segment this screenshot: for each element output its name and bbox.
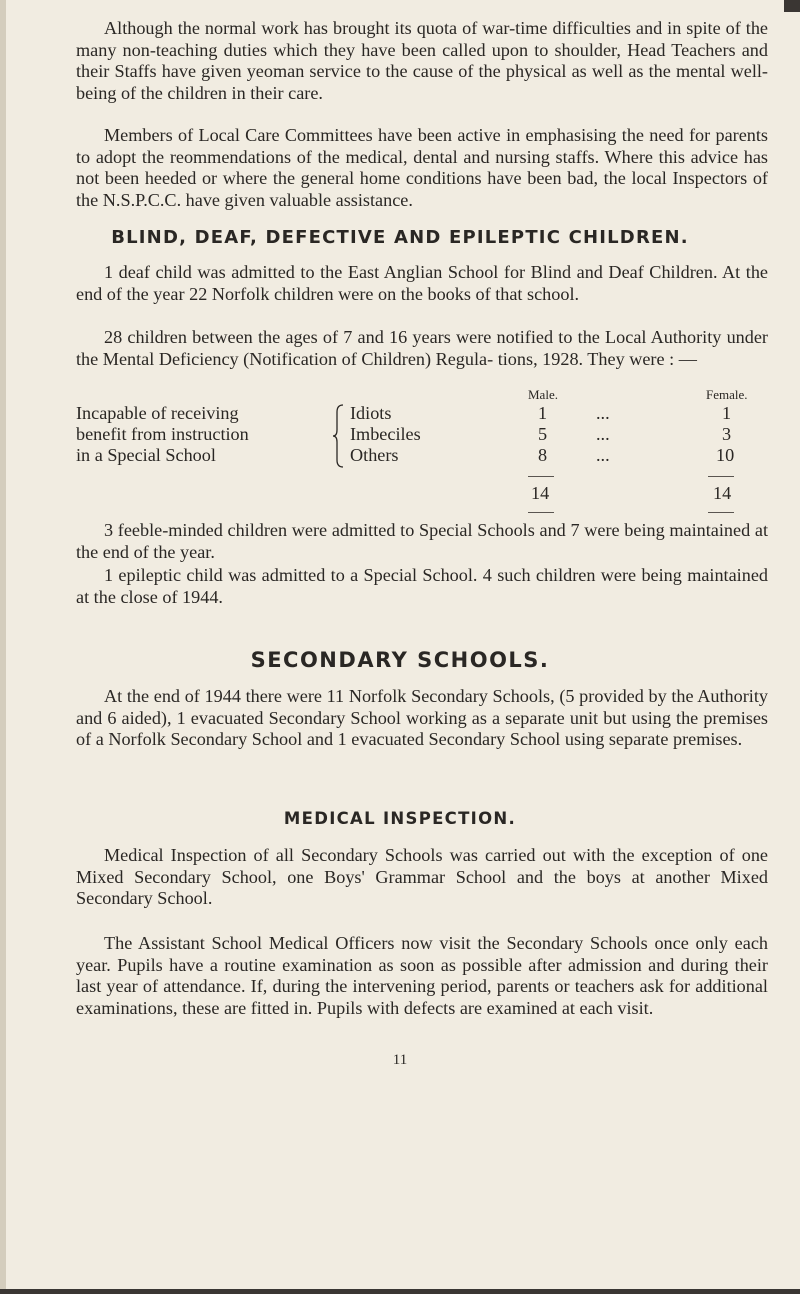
- intro-paragraph-2: Members of Local Care Committees have been active in emphasising the need for parents to adopt the reommendations of the medical, dental and nursing staffs. Where this advice has not been heeded or where the general home conditions have been bad, the local Inspectors of the N.S.P.C.C. have given valuable assistance.: [76, 125, 768, 210]
- bottom-rule-female: [708, 512, 734, 513]
- bottom-rule-male: [528, 512, 554, 513]
- blind-paragraph-2: 28 children between the ages of 7 and 16 years were notified to the Local Authority under the Mental Deficiency (Notification of Children) Regula- tions, 1928. They were : —: [76, 327, 768, 369]
- table-label-line-2: benefit from instruction: [76, 424, 249, 444]
- corner-mark: [784, 0, 800, 12]
- page-number: 11: [392, 1052, 408, 1068]
- table-label-line-3: in a Special School: [76, 445, 216, 465]
- male-header: Male.: [528, 387, 558, 402]
- table-row-dots: ...: [596, 403, 610, 423]
- page-bottom-edge: [0, 1289, 800, 1294]
- table-row-category: Others: [350, 445, 399, 465]
- total-female: 14: [713, 483, 732, 503]
- secondary-paragraph-1: At the end of 1944 there were 11 Norfolk Secondary Schools, (5 provided by the Authority and 6 aided), 1 evacuated Secondary School working as a separate unit but using the premises of a Norfolk Secondary School and 1 evacuated Secondary School using separate premises.: [76, 686, 768, 749]
- table-brace: [332, 404, 344, 468]
- secondary-heading: SECONDARY SCHOOLS.: [250, 648, 550, 672]
- table-row-male: 1: [538, 403, 548, 423]
- table-row-dots: ...: [596, 424, 610, 444]
- total-rule-female: [708, 476, 734, 477]
- blind-paragraph-3: 3 feeble-minded children were admitted to Special Schools and 7 were being maintained at the end of the year.: [76, 520, 768, 562]
- medical-paragraph-2: The Assistant School Medical Officers now visit the Secondary Schools once only each year. Pupils have a routine examination as soon as possible after admission and during their last year of attendance. If, during the intervening period, parents or teachers ask for additional examinations, these are fitted in. Pupils with defects are examined at each visit.: [76, 933, 768, 1018]
- table-row-male: 8: [538, 445, 548, 465]
- female-header: Female.: [706, 387, 748, 402]
- intro-paragraph-1: Although the normal work has brought its quota of war-time difficulties and in spite of the many non-teaching duties which they have been called upon to shoulder, Head Teachers and their Staffs have given yeoman service to the cause of the physical as well as the mental well-being of the children in their care.: [76, 18, 768, 103]
- table-row-female: 3: [722, 424, 732, 444]
- table-row-female: 10: [716, 445, 735, 465]
- medical-paragraph-1: Medical Inspection of all Secondary Schools was carried out with the exception of one Mixed Secondary School, one Boys' Grammar School and the boys at another Mixed Secondary School.: [76, 845, 768, 908]
- table-row-male: 5: [538, 424, 548, 444]
- medical-heading: MEDICAL INSPECTION.: [283, 809, 517, 828]
- total-rule-male: [528, 476, 554, 477]
- blind-paragraph-4: 1 epileptic child was admitted to a Special School. 4 such children were being maintained at the close of 1944.: [76, 565, 768, 607]
- page-edge: [0, 0, 6, 1294]
- table-row-female: 1: [722, 403, 732, 423]
- table-label-line-1: Incapable of receiving: [76, 403, 239, 423]
- blind-paragraph-1: 1 deaf child was admitted to the East Anglian School for Blind and Deaf Children. At the end of the year 22 Norfolk children were on the books of that school.: [76, 262, 768, 304]
- table-row-category: Imbeciles: [350, 424, 421, 444]
- total-male: 14: [531, 483, 550, 503]
- table-row-category: Idiots: [350, 403, 392, 423]
- blind-heading: BLIND, DEAF, DEFECTIVE AND EPILEPTIC CHILDREN.: [111, 227, 689, 248]
- table-row-dots: ...: [596, 445, 610, 465]
